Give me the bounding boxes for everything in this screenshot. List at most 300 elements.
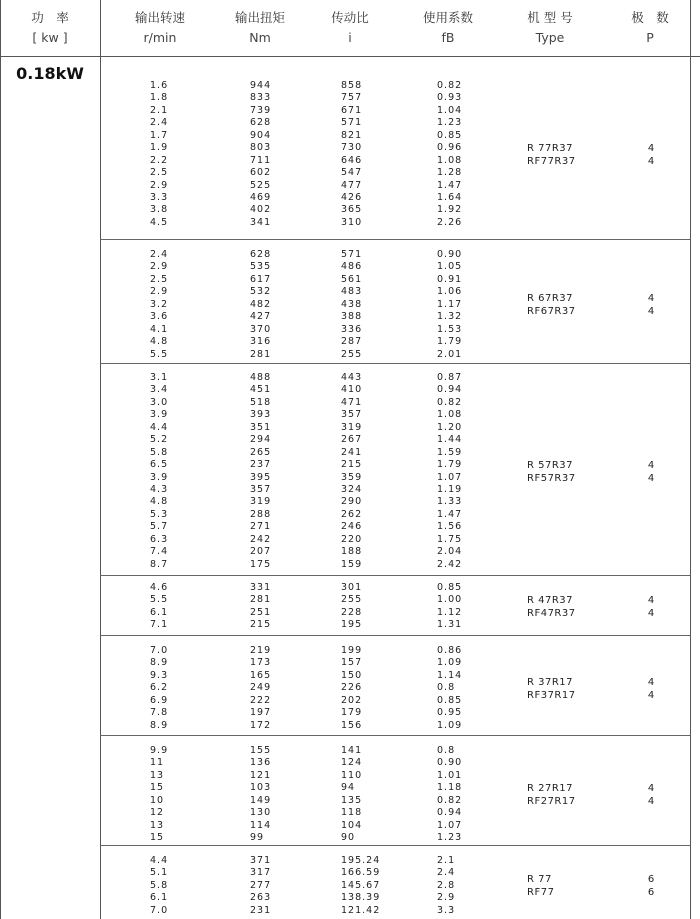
- output-torque-cell: 251: [250, 606, 272, 618]
- service-factor-cell: 0.85: [437, 582, 463, 593]
- header-torque-label: 输出扭矩: [234, 10, 285, 25]
- output-speed-cell: 13: [150, 819, 165, 831]
- ratio-cell: 202: [341, 694, 363, 706]
- output-torque-cell: 402: [250, 204, 272, 216]
- poles-value: [646, 594, 656, 620]
- ratio-cell: 94: [341, 782, 356, 794]
- header-power-label: 功 率: [31, 10, 69, 25]
- ratio-cell: 246: [341, 521, 363, 533]
- output-speed-cell: 6.2: [150, 682, 169, 694]
- model-type: [527, 594, 576, 620]
- ratio-cell: 357: [341, 409, 363, 421]
- output-torque-cell: 155: [250, 745, 272, 756]
- table-left-border: [0, 0, 1, 919]
- rating-group: [100, 240, 690, 364]
- service-factor-cell: 1.64: [437, 191, 463, 203]
- header-torque: [210, 8, 310, 48]
- output-speed-cell: 1.7: [150, 129, 169, 141]
- ratio-cell: 821: [341, 129, 363, 141]
- table-right-border: [690, 0, 691, 919]
- model-type-line: RF77: [527, 887, 555, 899]
- output-speed-cell: 2.4: [150, 249, 169, 260]
- output-speed-cell: 5.7: [150, 521, 169, 533]
- ratio-cell: 426: [341, 191, 363, 203]
- poles-line: 4: [647, 782, 655, 794]
- poles-value: [646, 142, 656, 168]
- model-type-line: R 77: [527, 874, 552, 886]
- header-ratio-unit: i: [348, 30, 352, 45]
- model-type: [527, 782, 576, 808]
- output-speed-cell: 2.4: [150, 117, 169, 129]
- ratio-cell: 319: [341, 421, 363, 433]
- output-torque-cell: 451: [250, 384, 272, 396]
- output-torque-cell: 165: [250, 669, 272, 681]
- service-factor-cell: 0.86: [437, 645, 463, 656]
- model-type-line: RF37R17: [527, 689, 576, 701]
- output-torque-cell: 518: [250, 396, 272, 408]
- service-factor-cell: 1.18: [437, 782, 463, 794]
- output-speed-cell: 6.9: [150, 694, 169, 706]
- ratio-cell: 157: [341, 657, 363, 669]
- poles-value: [646, 292, 656, 318]
- header-power: [0, 8, 100, 48]
- service-factor-cell: 1.00: [437, 594, 463, 606]
- ratio-cell: 471: [341, 396, 363, 408]
- model-type: [527, 873, 554, 899]
- output-torque-cell: 395: [250, 471, 272, 483]
- service-factor-cell: 0.82: [437, 396, 463, 408]
- ratio-cell: 388: [341, 311, 363, 323]
- rating-group: [100, 364, 690, 576]
- output-torque-cell: 482: [250, 298, 272, 310]
- header-speed: [110, 8, 210, 48]
- output-torque-cell: 175: [250, 558, 272, 570]
- poles-line: 4: [647, 459, 655, 471]
- output-torque-cell: 525: [250, 179, 272, 191]
- ratio-cell: 255: [341, 594, 363, 606]
- model-type-line: RF47R37: [527, 607, 576, 619]
- output-torque-cell: 944: [250, 80, 272, 91]
- header-torque-unit: Nm: [249, 30, 271, 45]
- output-speed-cell: 7.0: [150, 904, 169, 916]
- poles-line: 4: [647, 306, 655, 318]
- ratio-cell: 858: [341, 80, 363, 91]
- service-factor-cell: 1.23: [437, 832, 463, 844]
- service-factor-cell: 1.79: [437, 336, 463, 348]
- ratio-cell: 226: [341, 682, 363, 694]
- output-speed-cell: 8.7: [150, 558, 169, 570]
- service-factor-cell: 1.56: [437, 521, 463, 533]
- ratio-cell: 179: [341, 707, 363, 719]
- service-factor-cell: 1.47: [437, 179, 463, 191]
- output-speed-cell: 3.9: [150, 471, 169, 483]
- service-factor-cell: 1.01: [437, 769, 463, 781]
- poles-line: 4: [647, 689, 655, 701]
- poles-line: 6: [647, 887, 655, 899]
- ratio-cell: 310: [341, 216, 363, 228]
- output-torque-cell: 136: [250, 757, 272, 769]
- poles-line: 4: [647, 472, 655, 484]
- output-speed-cell: 6.1: [150, 606, 169, 618]
- ratio-cell: 365: [341, 204, 363, 216]
- output-speed-cell: 1.6: [150, 80, 169, 91]
- service-factor-cell: 1.08: [437, 409, 463, 421]
- service-factor-cell: 1.07: [437, 819, 463, 831]
- ratio-cell: 287: [341, 336, 363, 348]
- output-torque-cell: 317: [250, 867, 272, 879]
- ratio-cell: 118: [341, 807, 363, 819]
- service-factor-cell: 2.4: [437, 867, 456, 879]
- output-torque-cell: 294: [250, 434, 272, 446]
- service-factor-cell: 0.8: [437, 745, 456, 756]
- model-type-line: R 67R37: [527, 293, 574, 305]
- ratio-cell: 166.59: [341, 867, 381, 879]
- output-speed-cell: 2.5: [150, 273, 169, 285]
- ratio-cell: 241: [341, 446, 363, 458]
- service-factor-cell: 1.31: [437, 619, 463, 631]
- output-speed-cell: 10: [150, 794, 165, 806]
- output-speed-cell: 3.1: [150, 372, 169, 383]
- ratio-cell: 571: [341, 249, 363, 260]
- poles-value: [646, 459, 656, 485]
- power-value: 0.18kW: [16, 64, 84, 83]
- service-factor-cell: 0.87: [437, 372, 463, 383]
- model-type-line: RF77R37: [527, 155, 576, 167]
- header-poles-label: 极 数: [631, 10, 669, 25]
- service-factor-cell: 0.94: [437, 807, 463, 819]
- poles-line: 4: [647, 293, 655, 305]
- output-speed-cell: 7.1: [150, 619, 169, 631]
- output-speed-cell: 6.3: [150, 533, 169, 545]
- ratio-cell: 324: [341, 483, 363, 495]
- ratio-cell: 410: [341, 384, 363, 396]
- output-torque-cell: 341: [250, 216, 272, 228]
- ratio-cell: 215: [341, 459, 363, 471]
- ratio-cell: 477: [341, 179, 363, 191]
- header-ratio: [300, 8, 400, 48]
- service-factor-cell: 0.85: [437, 129, 463, 141]
- service-factor-cell: 2.8: [437, 879, 456, 891]
- poles-value: [646, 873, 656, 899]
- header-factor-unit: fB: [441, 30, 455, 45]
- output-speed-cell: 6.1: [150, 892, 169, 904]
- header-speed-label: 输出转速: [134, 10, 185, 25]
- output-speed-cell: 4.4: [150, 421, 169, 433]
- service-factor-cell: 0.91: [437, 273, 463, 285]
- service-factor-cell: 1.08: [437, 154, 463, 166]
- output-torque-cell: 427: [250, 311, 272, 323]
- service-factor-cell: 1.79: [437, 459, 463, 471]
- ratio-cell: 730: [341, 142, 363, 154]
- ratio-cell: 757: [341, 92, 363, 104]
- service-factor-cell: 0.82: [437, 794, 463, 806]
- output-torque-cell: 370: [250, 323, 272, 335]
- output-torque-cell: 281: [250, 594, 272, 606]
- output-speed-cell: 4.3: [150, 483, 169, 495]
- output-speed-cell: 1.8: [150, 92, 169, 104]
- output-torque-cell: 265: [250, 446, 272, 458]
- service-factor-cell: 1.47: [437, 508, 463, 520]
- output-speed-cell: 4.4: [150, 855, 169, 866]
- output-speed-cell: 3.4: [150, 384, 169, 396]
- output-torque-cell: 617: [250, 273, 272, 285]
- output-torque-cell: 263: [250, 892, 272, 904]
- ratio-cell: 443: [341, 372, 363, 383]
- service-factor-cell: 0.94: [437, 384, 463, 396]
- poles-line: 4: [647, 155, 655, 167]
- service-factor-cell: 0.82: [437, 80, 463, 91]
- ratio-cell: 547: [341, 167, 363, 179]
- model-type-line: R 37R17: [527, 676, 574, 688]
- output-torque-cell: 222: [250, 694, 272, 706]
- service-factor-cell: 1.44: [437, 434, 463, 446]
- header-power-unit: [ kw ]: [32, 30, 68, 45]
- ratio-cell: 135: [341, 794, 363, 806]
- output-speed-cell: 15: [150, 782, 165, 794]
- ratio-cell: 486: [341, 261, 363, 273]
- ratio-cell: 646: [341, 154, 363, 166]
- header-speed-unit: r/min: [143, 30, 177, 45]
- output-torque-cell: 288: [250, 508, 272, 520]
- output-torque-cell: 219: [250, 645, 272, 656]
- output-speed-cell: 5.1: [150, 867, 169, 879]
- model-type: [527, 459, 576, 485]
- poles-line: 4: [647, 795, 655, 807]
- header-model-unit: Type: [535, 30, 565, 45]
- output-speed-cell: 3.2: [150, 298, 169, 310]
- output-torque-cell: 488: [250, 372, 272, 383]
- output-speed-cell: 2.9: [150, 261, 169, 273]
- output-speed-cell: 5.2: [150, 434, 169, 446]
- poles-value: [646, 782, 656, 808]
- output-speed-cell: 7.4: [150, 546, 169, 558]
- service-factor-cell: 1.92: [437, 204, 463, 216]
- rating-group: [100, 736, 690, 846]
- output-torque-cell: 237: [250, 459, 272, 471]
- output-torque-cell: 803: [250, 142, 272, 154]
- ratio-cell: 156: [341, 719, 363, 731]
- output-torque-cell: 149: [250, 794, 272, 806]
- output-speed-cell: 2.5: [150, 167, 169, 179]
- poles-value: [646, 676, 656, 702]
- ratio-cell: 228: [341, 606, 363, 618]
- rating-group: [100, 576, 690, 636]
- output-speed-cell: 4.8: [150, 336, 169, 348]
- ratio-cell: 561: [341, 273, 363, 285]
- service-factor-cell: 1.75: [437, 533, 463, 545]
- output-speed-cell: 6.5: [150, 459, 169, 471]
- output-torque-cell: 711: [250, 154, 272, 166]
- output-torque-cell: 628: [250, 117, 272, 129]
- output-torque-cell: 904: [250, 129, 272, 141]
- service-factor-cell: 0.93: [437, 92, 463, 104]
- output-speed-cell: 12: [150, 807, 165, 819]
- ratio-cell: 336: [341, 323, 363, 335]
- output-speed-cell: 3.0: [150, 396, 169, 408]
- output-torque-cell: 130: [250, 807, 272, 819]
- output-torque-cell: 532: [250, 286, 272, 298]
- output-torque-cell: 242: [250, 533, 272, 545]
- ratio-cell: 199: [341, 645, 363, 656]
- service-factor-cell: 1.09: [437, 719, 463, 731]
- service-factor-cell: 1.04: [437, 104, 463, 116]
- model-type-line: R 27R17: [527, 782, 574, 794]
- output-torque-cell: 215: [250, 619, 272, 631]
- service-factor-cell: 2.42: [437, 558, 463, 570]
- ratio-cell: 188: [341, 546, 363, 558]
- service-factor-cell: 0.90: [437, 757, 463, 769]
- output-torque-cell: 271: [250, 521, 272, 533]
- output-torque-cell: 351: [250, 421, 272, 433]
- model-type-line: RF27R17: [527, 795, 576, 807]
- service-factor-cell: 2.9: [437, 892, 456, 904]
- header-ratio-label: 传动比: [331, 10, 369, 25]
- output-speed-cell: 11: [150, 757, 165, 769]
- poles-line: 6: [647, 874, 655, 886]
- output-speed-cell: 1.9: [150, 142, 169, 154]
- poles-line: 4: [647, 142, 655, 154]
- output-speed-cell: 2.1: [150, 104, 169, 116]
- output-torque-cell: 602: [250, 167, 272, 179]
- header-factor-label: 使用系数: [422, 10, 473, 25]
- ratio-cell: 483: [341, 286, 363, 298]
- ratio-cell: 571: [341, 117, 363, 129]
- output-speed-cell: 8.9: [150, 719, 169, 731]
- output-speed-cell: 4.8: [150, 496, 169, 508]
- ratio-cell: 121.42: [341, 904, 381, 916]
- service-factor-cell: 2.01: [437, 348, 463, 360]
- output-torque-cell: 371: [250, 855, 272, 866]
- service-factor-cell: 0.96: [437, 142, 463, 154]
- output-speed-cell: 9.3: [150, 669, 169, 681]
- ratio-cell: 290: [341, 496, 363, 508]
- output-torque-cell: 249: [250, 682, 272, 694]
- service-factor-cell: 0.85: [437, 694, 463, 706]
- output-torque-cell: 277: [250, 879, 272, 891]
- output-speed-cell: 5.8: [150, 446, 169, 458]
- output-speed-cell: 5.5: [150, 594, 169, 606]
- output-speed-cell: 5.8: [150, 879, 169, 891]
- output-torque-cell: 628: [250, 249, 272, 260]
- ratio-cell: 141: [341, 745, 363, 756]
- output-speed-cell: 3.9: [150, 409, 169, 421]
- rating-group: [100, 636, 690, 736]
- service-factor-cell: 1.14: [437, 669, 463, 681]
- poles-line: 4: [647, 676, 655, 688]
- output-torque-cell: 173: [250, 657, 272, 669]
- model-type-line: R 77R37: [527, 142, 574, 154]
- output-torque-cell: 172: [250, 719, 272, 731]
- ratio-cell: 195: [341, 619, 363, 631]
- output-torque-cell: 197: [250, 707, 272, 719]
- output-speed-cell: 4.6: [150, 582, 169, 593]
- output-speed-cell: 2.9: [150, 286, 169, 298]
- service-factor-cell: 2.1: [437, 855, 456, 866]
- ratio-cell: 145.67: [341, 879, 381, 891]
- ratio-cell: 195.24: [341, 855, 381, 866]
- service-factor-cell: 2.04: [437, 546, 463, 558]
- output-torque-cell: 535: [250, 261, 272, 273]
- output-torque-cell: 231: [250, 904, 272, 916]
- ratio-cell: 110: [341, 769, 363, 781]
- service-factor-cell: 0.90: [437, 249, 463, 260]
- ratio-cell: 220: [341, 533, 363, 545]
- service-factor-cell: 1.06: [437, 286, 463, 298]
- output-torque-cell: 114: [250, 819, 272, 831]
- rating-group: [100, 846, 690, 918]
- header-poles: [610, 8, 690, 48]
- table-header: [0, 0, 700, 57]
- header-factor: [398, 8, 498, 48]
- model-type-line: RF57R37: [527, 472, 576, 484]
- service-factor-cell: 1.07: [437, 471, 463, 483]
- service-factor-cell: 1.59: [437, 446, 463, 458]
- output-torque-cell: 121: [250, 769, 272, 781]
- service-factor-cell: 1.28: [437, 167, 463, 179]
- output-speed-cell: 7.0: [150, 645, 169, 656]
- ratio-cell: 124: [341, 757, 363, 769]
- output-torque-cell: 833: [250, 92, 272, 104]
- ratio-cell: 159: [341, 558, 363, 570]
- model-type: [527, 142, 576, 168]
- ratio-cell: 90: [341, 832, 356, 844]
- output-torque-cell: 316: [250, 336, 272, 348]
- output-speed-cell: 4.5: [150, 216, 169, 228]
- ratio-cell: 267: [341, 434, 363, 446]
- service-factor-cell: 2.26: [437, 216, 463, 228]
- poles-line: 4: [647, 607, 655, 619]
- model-type-line: R 47R37: [527, 594, 574, 606]
- service-factor-cell: 3.3: [437, 904, 456, 916]
- service-factor-cell: 1.53: [437, 323, 463, 335]
- service-factor-cell: 1.19: [437, 483, 463, 495]
- output-speed-cell: 2.2: [150, 154, 169, 166]
- service-factor-cell: 1.20: [437, 421, 463, 433]
- service-factor-cell: 1.17: [437, 298, 463, 310]
- ratio-cell: 301: [341, 582, 363, 593]
- header-poles-unit: P: [646, 30, 654, 45]
- service-factor-cell: 1.23: [437, 117, 463, 129]
- output-speed-cell: 9.9: [150, 745, 169, 756]
- poles-line: 4: [647, 594, 655, 606]
- service-factor-cell: 0.95: [437, 707, 463, 719]
- output-speed-cell: 3.6: [150, 311, 169, 323]
- output-torque-cell: 393: [250, 409, 272, 421]
- ratio-cell: 104: [341, 819, 363, 831]
- output-speed-cell: 4.1: [150, 323, 169, 335]
- output-torque-cell: 331: [250, 582, 272, 593]
- output-speed-cell: 2.9: [150, 179, 169, 191]
- header-model: [500, 8, 600, 48]
- output-torque-cell: 99: [250, 832, 265, 844]
- output-speed-cell: 5.5: [150, 348, 169, 360]
- service-factor-cell: 1.09: [437, 657, 463, 669]
- output-torque-cell: 103: [250, 782, 272, 794]
- model-type-line: R 57R37: [527, 459, 574, 471]
- ratio-cell: 262: [341, 508, 363, 520]
- service-factor-cell: 1.05: [437, 261, 463, 273]
- output-torque-cell: 739: [250, 104, 272, 116]
- output-torque-cell: 357: [250, 483, 272, 495]
- output-speed-cell: 8.9: [150, 657, 169, 669]
- ratio-cell: 138.39: [341, 892, 381, 904]
- output-torque-cell: 469: [250, 191, 272, 203]
- output-torque-cell: 207: [250, 546, 272, 558]
- output-torque-cell: 319: [250, 496, 272, 508]
- service-factor-cell: 1.33: [437, 496, 463, 508]
- ratio-cell: 671: [341, 104, 363, 116]
- ratio-cell: 359: [341, 471, 363, 483]
